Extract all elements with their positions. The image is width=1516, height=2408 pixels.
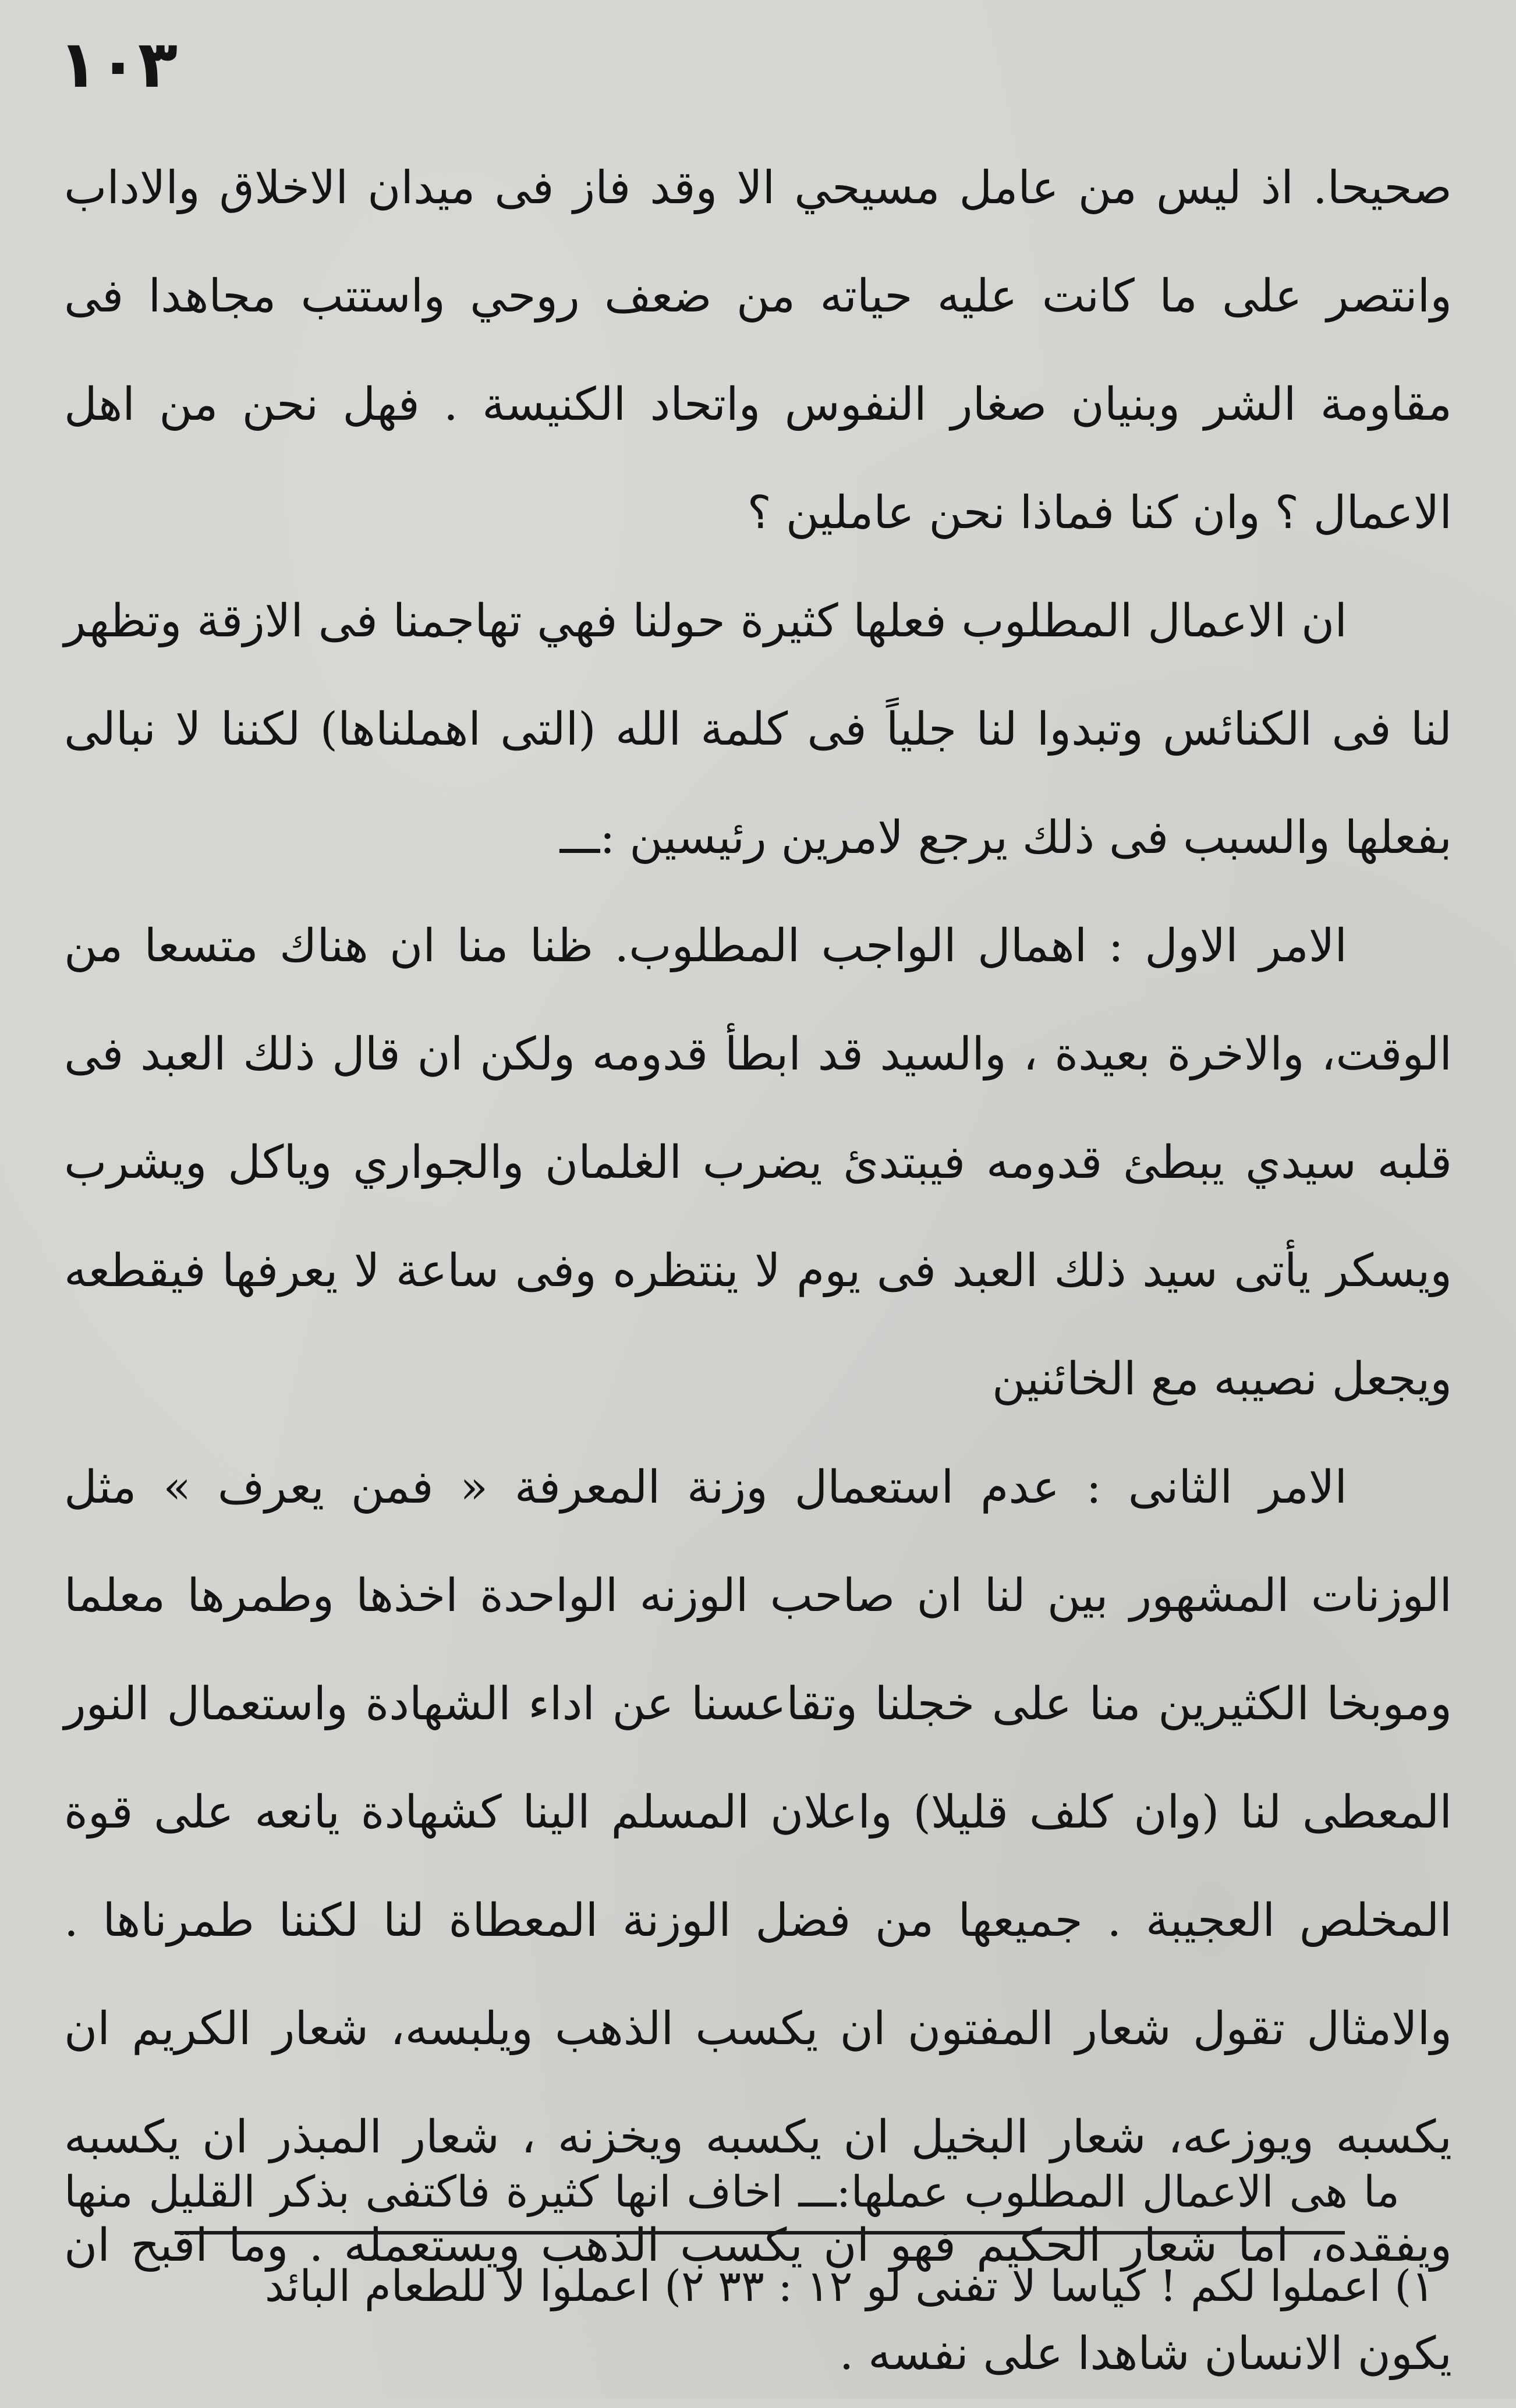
footnote-lead-line: ما هى الاعمال المطلوب عملها:ـــ اخاف انها كثيرة فاكتفى بذكر القليل منها: [64, 2167, 1400, 2217]
body-text: [64, 134, 1452, 2408]
paragraph: ان الاعمال المطلوب فعلها كثيرة حولنا فهي تهاجمنا فى الازقة وتظهر لنا فى الكنائس وتبدوا لنا جلياً فى كلمة الله (التى اهملناها) لكننا لا نبالى بفعلها والسبب فى ذلك يرجع لامرين رئيسين :ـــ: [64, 595, 1452, 864]
footnote-divider: [175, 2231, 1345, 2235]
paragraph: صحيحا. اذ ليس من عامل مسيحي الا وقد فاز فى ميدان الاخلاق والاداب وانتصر على ما كانت عليه حياته من ضعف روحي واستتب مجاهدا فى مقاومة الشر وبنيان صغار النفوس واتحاد الكنيسة . فهل نحن من اهل الاعمال ؟ وان كنا فماذا نحن عاملين ؟: [64, 162, 1452, 539]
paragraph: الامر الثانى : عدم استعمال وزنة المعرفة « فمن يعرف » مثل الوزنات المشهور بين لنا ان صاحب الوزنه الواحدة اخذها وطمرها معلما وموبخا الكثيرين منا على خجلنا وتقاعسنا عن اداء الشهادة واستعمال النور المعطى لنا (وان كلف قليلا) واعلان المسلم الينا كشهادة يانعه على قوة المخلص العجيبة . جميعها من فضل الوزنة المعطاة لنا لكننا طمرناها . والامثال تقول شعار المفتون ان يكسب الذهب ويلبسه، شعار الكريم ان يكسبه ويوزعه، شعار البخيل ان يكسبه ويخزنه ، شعار المبذر ان يكسبه ويفقده، اما شعار الحكيم فهو ان يكسب الذهب ويستعمله . وما اقبح ان يكون الانسان شاهدا على نفسه .: [64, 1461, 1452, 2380]
page-number: ١٠٣: [58, 27, 178, 102]
paragraph: الامر الاول : اهمال الواجب المطلوب. ظنا منا ان هناك متسعا من الوقت، والاخرة بعيدة ، والسيد قد ابطأ قدومه ولكن ان قال ذلك العبد فى قلبه سيدي يبطئ قدومه فيبتدئ يضرب الغلمان والجواري وياكل ويشرب ويسكر يأتى سيد ذلك العبد فى يوم لا ينتظره وفى ساعة لا يعرفها فيقطعه ويجعل نصيبه مع الخائنين: [64, 920, 1452, 1405]
footnotes: ١) اعملوا لكم ! كياسا لا تفنى لو ١٢ : ٣٣ ٢) اعملوا لا للطعام البائد: [264, 2261, 1434, 2311]
